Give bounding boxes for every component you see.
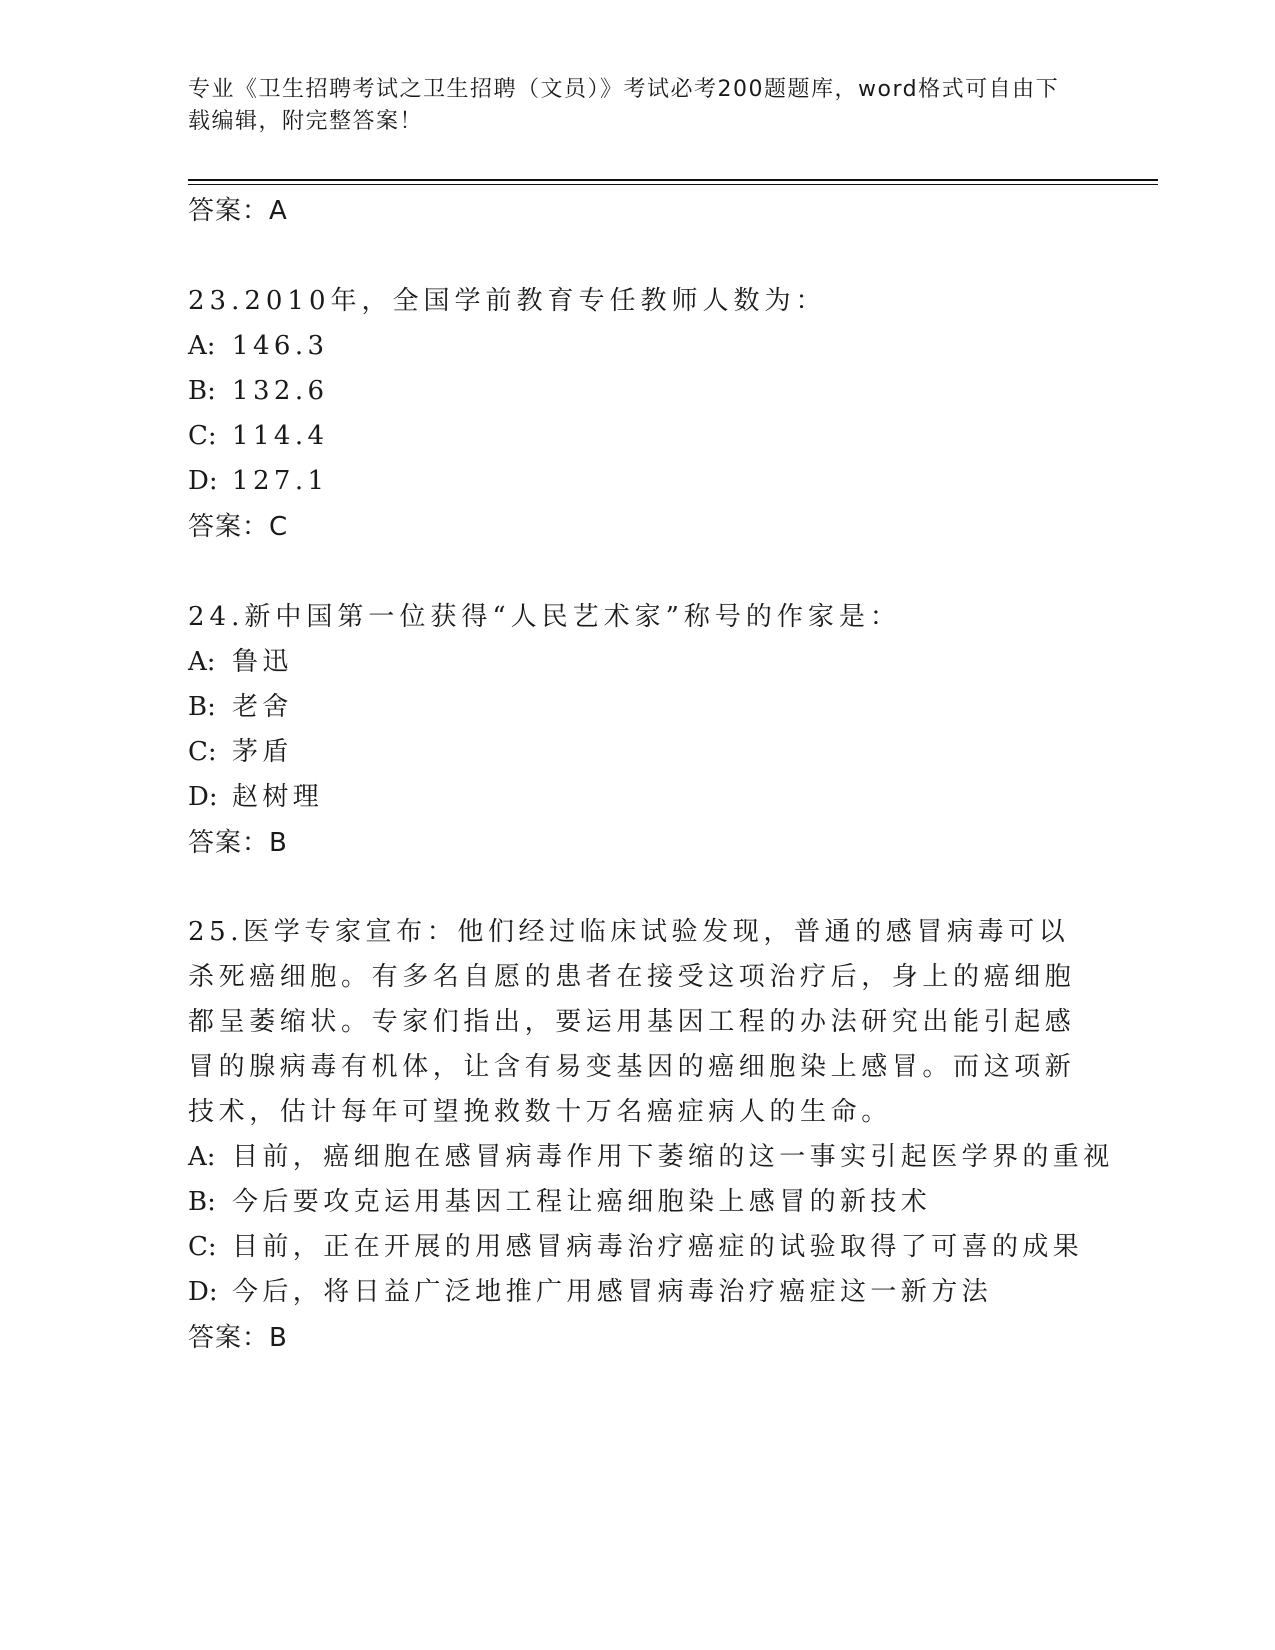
- option-text: 114.4: [232, 421, 329, 451]
- option-label: A:: [188, 1142, 216, 1172]
- option-label: D:: [188, 1277, 218, 1307]
- option-text: 赵树理: [232, 782, 324, 812]
- option-label: C:: [188, 737, 217, 767]
- previous-answer: 答案：A: [188, 196, 288, 226]
- option-label: C:: [188, 421, 217, 451]
- option-d: [188, 459, 1088, 504]
- option-text: 目前，癌细胞在感冒病毒作用下萎缩的这一事实引起医学界的重视: [232, 1142, 1114, 1172]
- option-c: [188, 730, 1088, 775]
- option-text: 127.1: [232, 466, 329, 496]
- option-text: 今后，将日益广泛地推广用感冒病毒治疗癌症这一新方法: [232, 1277, 993, 1307]
- question-25: [188, 910, 1114, 1361]
- question-stem: 24.新中国第一位获得“人民艺术家”称号的作家是：: [188, 602, 901, 632]
- option-text: 老舍: [232, 692, 293, 722]
- option-a: [188, 640, 1088, 685]
- option-label: C:: [188, 1232, 217, 1262]
- option-text: 目前，正在开展的用感冒病毒治疗癌症的试验取得了可喜的成果: [232, 1232, 1084, 1262]
- answer-line: 答案：C: [188, 512, 289, 542]
- option-label: B:: [188, 376, 216, 406]
- option-d: [188, 775, 1088, 820]
- option-label: A:: [188, 331, 216, 361]
- option-b: [188, 369, 1088, 414]
- question-content: [188, 188, 1114, 1361]
- option-c: [188, 414, 1088, 459]
- option-text: 146.3: [232, 331, 329, 361]
- answer-line: 答案：B: [188, 1323, 288, 1353]
- question-24: [188, 594, 1088, 866]
- option-label: D:: [188, 466, 218, 496]
- option-label: A:: [188, 647, 216, 677]
- option-text: 鲁迅: [232, 647, 293, 677]
- question-23: [188, 278, 1088, 550]
- option-label: B:: [188, 692, 216, 722]
- option-d: [188, 1270, 1088, 1315]
- option-b: [188, 685, 1088, 730]
- question-stem: 23.2010年，全国学前教育专任教师人数为：: [188, 286, 827, 316]
- header-rule-thick: [188, 179, 1158, 181]
- question-stem: 25.医学专家宣布：他们经过临床试验发现，普通的感冒病毒可以杀死癌细胞。有多名自愿的患者在接受这项治疗后，身上的癌细胞都呈萎缩状。专家们指出，要运用基因工程的办法研究出能引起感冒的腺病毒有机体，让含有易变基因的癌细胞染上感冒。而这项新技术，估计每年可望挽救数十万名癌症病人的生命。: [188, 917, 1076, 1127]
- option-text: 132.6: [232, 376, 329, 406]
- option-b: [188, 1180, 1088, 1225]
- option-text: 今后要攻克运用基因工程让癌细胞染上感冒的新技术: [232, 1187, 932, 1217]
- option-a: [188, 1135, 1114, 1180]
- page-header: 专业《卫生招聘考试之卫生招聘（文员）》考试必考200题题库，word格式可自由下载编辑，附完整答案！: [188, 77, 1060, 134]
- option-a: [188, 324, 1088, 369]
- option-label: D:: [188, 782, 218, 812]
- option-label: B:: [188, 1187, 216, 1217]
- option-c: [188, 1225, 1088, 1270]
- option-text: 茅盾: [232, 737, 293, 767]
- answer-line: 答案：B: [188, 828, 288, 858]
- header-rule-thin: [188, 184, 1158, 185]
